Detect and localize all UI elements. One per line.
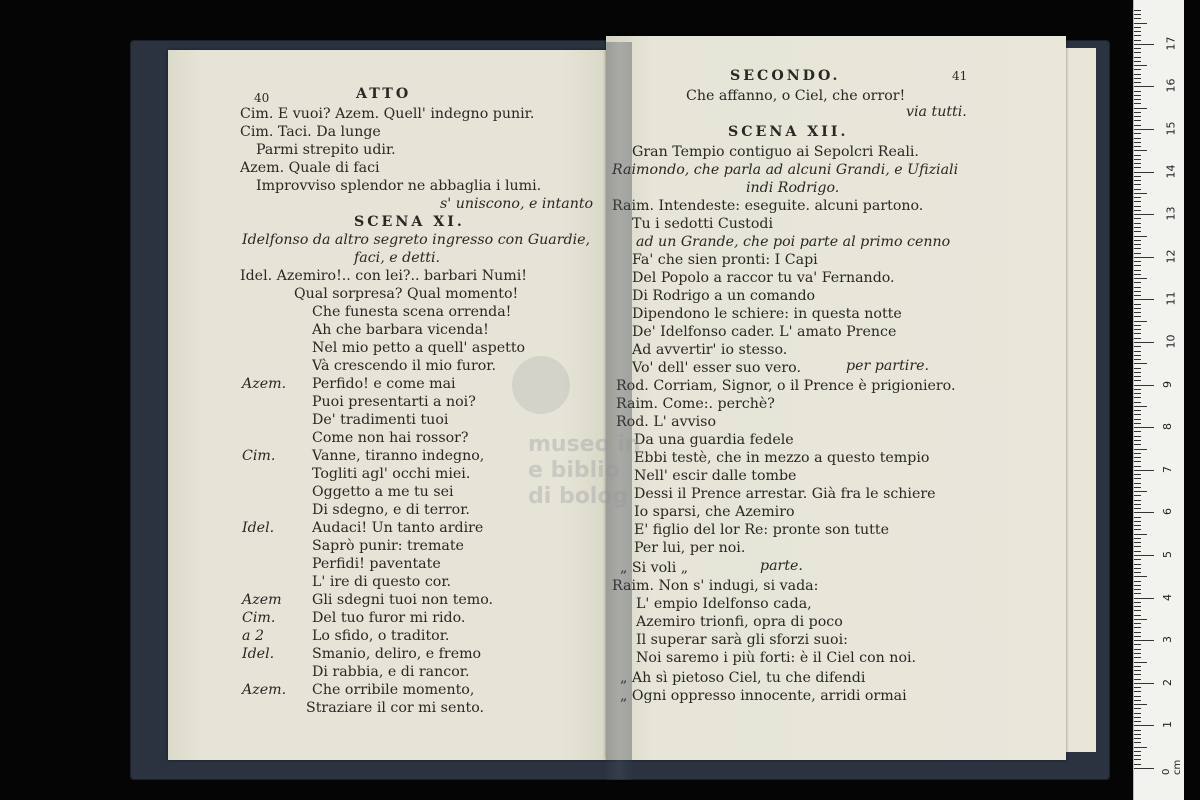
ruler-number: 7 <box>1161 465 1174 473</box>
ruler-number: 12 <box>1164 249 1178 264</box>
ruler-tick <box>1134 129 1154 130</box>
speaker-label: a 2 <box>242 628 264 644</box>
ruler-tick <box>1134 74 1141 75</box>
ruler-tick <box>1134 670 1141 671</box>
ruler-tick <box>1134 576 1147 577</box>
text-line: Fa' che sien pronti: I Capi <box>632 252 818 268</box>
ruler-tick <box>1134 312 1141 313</box>
text-line: Il superar sarà gli sforzi suoi: <box>636 632 848 648</box>
ruler-tick <box>1134 112 1141 113</box>
ruler-tick <box>1134 512 1154 513</box>
ruler-tick <box>1134 487 1141 488</box>
ruler-tick <box>1134 206 1141 207</box>
ruler-tick <box>1134 270 1141 271</box>
ruler-tick <box>1134 474 1141 475</box>
ruler-tick <box>1134 521 1141 522</box>
ruler-tick <box>1134 167 1141 168</box>
ruler-tick <box>1134 593 1141 594</box>
ruler-tick <box>1134 768 1154 769</box>
ruler-number: 17 <box>1164 36 1178 51</box>
ruler-tick <box>1134 116 1141 117</box>
ruler-tick <box>1134 759 1141 760</box>
text-line: Azemiro trionfi, opra di poco <box>636 614 843 630</box>
ruler-tick <box>1134 52 1141 53</box>
ruler-tick <box>1134 133 1141 134</box>
ruler-tick <box>1134 461 1141 462</box>
ruler-tick <box>1134 687 1141 688</box>
ruler-number: 3 <box>1161 636 1174 644</box>
ruler-tick <box>1134 636 1141 637</box>
ruler-tick <box>1134 261 1141 262</box>
text-line: „ Ah sì pietoso Ciel, tu che difendi <box>620 670 866 686</box>
text-line: De' Idelfonso cader. L' amato Prence <box>632 324 897 340</box>
ruler-tick <box>1134 248 1141 249</box>
text-line: De' tradimenti tuoi <box>312 412 449 428</box>
ruler-number: 6 <box>1161 508 1174 516</box>
right-page <box>606 36 1066 760</box>
ruler-tick <box>1134 189 1141 190</box>
text-line: Puoi presentarti a noi? <box>312 394 476 410</box>
watermark-line: museo in <box>528 432 641 457</box>
stage-direction: s' uniscono, e intanto <box>440 196 594 212</box>
ruler-tick <box>1134 380 1141 381</box>
ruler-tick <box>1134 674 1141 675</box>
ruler-tick <box>1134 534 1147 535</box>
text-line: Tu i sedotti Custodi <box>632 216 774 232</box>
text-line: Cim. E vuoi? Azem. Quell' indegno punir. <box>240 106 535 122</box>
text-line: Raim. Non s' indugi, si vada: <box>612 578 819 594</box>
text-line: Che orribile momento, <box>312 682 475 698</box>
ruler-tick <box>1134 138 1141 139</box>
ruler-tick <box>1134 10 1141 11</box>
ruler-tick <box>1134 734 1141 735</box>
ruler-tick <box>1134 500 1141 501</box>
ruler-tick <box>1134 713 1141 714</box>
ruler-tick <box>1134 691 1141 692</box>
text-line: Vo' dell' esser suo vero. <box>632 360 801 376</box>
ruler-tick <box>1134 155 1141 156</box>
ruler-tick <box>1134 653 1141 654</box>
ruler-tick <box>1134 125 1141 126</box>
ruler-tick <box>1134 419 1141 420</box>
ruler-tick <box>1134 95 1141 96</box>
text-line: Dipendono le schiere: in questa notte <box>632 306 902 322</box>
ruler-tick <box>1134 529 1141 530</box>
text-line: Qual sorpresa? Qual momento! <box>294 286 519 302</box>
ruler-tick <box>1134 23 1147 24</box>
page-number: 40 <box>254 91 270 105</box>
ruler-tick <box>1134 589 1141 590</box>
ruler-tick <box>1134 35 1141 36</box>
ruler-number: 15 <box>1164 121 1178 136</box>
ruler-tick <box>1134 657 1141 658</box>
ruler-tick <box>1134 410 1141 411</box>
ruler-tick <box>1134 163 1141 164</box>
ruler-tick <box>1134 329 1141 330</box>
ruler-tick <box>1134 704 1147 705</box>
text-line: Perfidi! paventate <box>312 556 441 572</box>
ruler-number: 4 <box>1161 593 1174 601</box>
ruler-tick <box>1134 517 1141 518</box>
ruler-tick <box>1134 304 1141 305</box>
ruler-tick <box>1134 44 1154 45</box>
ruler-tick <box>1134 483 1141 484</box>
ruler-tick <box>1134 214 1154 215</box>
book-gutter <box>606 42 632 780</box>
ruler-tick <box>1134 99 1141 100</box>
ruler-tick <box>1134 449 1147 450</box>
ruler-tick <box>1134 325 1141 326</box>
ruler-tick <box>1134 742 1141 743</box>
text-line: Togliti agl' occhi miei. <box>312 466 471 482</box>
text-line: Rod. Corriam, Signor, o il Prence è prigioniero. <box>616 378 956 394</box>
text-line: Noi saremo i più forti: è il Ciel con noi. <box>636 650 917 666</box>
ruler-tick <box>1134 86 1154 87</box>
ruler-tick <box>1134 610 1141 611</box>
speaker-label: Idel. <box>242 646 275 662</box>
text-line: Vanne, tiranno indegno, <box>312 448 485 464</box>
ruler-tick <box>1134 751 1141 752</box>
text-line: Di Rodrigo a un comando <box>632 288 816 304</box>
stage-direction: Raimondo, che parla ad alcuni Grandi, e Ufiziali <box>612 162 959 178</box>
running-head: SECONDO. <box>730 68 841 84</box>
running-head: ATTO <box>356 86 412 102</box>
ruler-tick <box>1134 57 1141 58</box>
text-line: Idel. Azemiro!.. con lei?.. barbari Numi! <box>240 268 527 284</box>
ruler-tick <box>1134 223 1141 224</box>
ruler-tick <box>1134 721 1141 722</box>
text-line: Nel mio petto a quell' aspetto <box>312 340 526 356</box>
ruler-tick <box>1134 542 1141 543</box>
ruler-tick <box>1134 402 1141 403</box>
ruler-number: 2 <box>1161 678 1174 686</box>
ruler-tick <box>1134 478 1141 479</box>
ruler-tick <box>1134 282 1141 283</box>
text-line: Straziare il cor mi sento. <box>306 700 485 716</box>
ruler-tick <box>1134 619 1147 620</box>
ruler-tick <box>1134 568 1141 569</box>
ruler-tick <box>1134 14 1141 15</box>
ruler-tick <box>1134 457 1141 458</box>
ruler-tick <box>1134 69 1141 70</box>
ruler-number: 5 <box>1161 551 1174 558</box>
ruler-tick <box>1134 504 1141 505</box>
watermark-line: di bolog <box>528 484 629 509</box>
ruler-tick <box>1134 184 1141 185</box>
ruler-tick <box>1134 218 1141 219</box>
measurement-ruler <box>1133 0 1184 800</box>
ruler-tick <box>1134 103 1141 104</box>
ruler-tick <box>1134 389 1141 390</box>
text-line: Parmi strepito udir. <box>256 142 396 158</box>
ruler-tick <box>1134 700 1141 701</box>
ruler-tick <box>1134 564 1141 565</box>
ruler-tick <box>1134 491 1147 492</box>
ruler-tick <box>1134 257 1154 258</box>
ruler-tick <box>1134 725 1154 726</box>
ruler-tick <box>1134 355 1141 356</box>
speaker-label: Azem. <box>242 376 287 392</box>
ruler-tick <box>1134 346 1141 347</box>
ruler-tick <box>1134 120 1141 121</box>
ruler-tick <box>1134 61 1141 62</box>
ruler-tick <box>1134 606 1141 607</box>
text-line: „ Ogni oppresso innocente, arridi ormai <box>620 688 907 704</box>
text-line: Perfido! e come mai <box>312 376 456 392</box>
scene-heading: SCENA XI. <box>354 214 465 230</box>
ruler-tick <box>1134 316 1141 317</box>
ruler-tick <box>1134 615 1141 616</box>
text-line: Gli sdegni tuoi non temo. <box>312 592 494 608</box>
speaker-label: Idel. <box>242 520 275 536</box>
text-line: Oggetto a me tu sei <box>312 484 454 500</box>
page-number: 41 <box>952 69 968 83</box>
ruler-tick <box>1134 717 1141 718</box>
ruler-tick <box>1134 180 1141 181</box>
ruler-number: 11 <box>1164 291 1178 306</box>
ruler-tick <box>1134 666 1141 667</box>
text-line: Rod. L' avviso <box>616 414 717 430</box>
ruler-number: 13 <box>1164 206 1178 221</box>
ruler-tick <box>1134 623 1141 624</box>
stage-direction: parte. <box>760 558 803 574</box>
ruler-tick <box>1134 146 1141 147</box>
text-line: Dessi il Prence arrestar. Già fra le schiere <box>634 486 936 502</box>
ruler-tick <box>1134 78 1141 79</box>
ruler-tick <box>1134 236 1147 237</box>
ruler-tick <box>1134 444 1141 445</box>
ruler-tick <box>1134 708 1141 709</box>
ruler-tick <box>1134 176 1141 177</box>
ruler-tick <box>1134 470 1154 471</box>
text-line: Nell' escir dalle tombe <box>634 468 797 484</box>
ruler-tick <box>1134 546 1141 547</box>
ruler-number: 1 <box>1161 721 1174 729</box>
ruler-tick <box>1134 551 1141 552</box>
ruler-tick <box>1134 683 1154 684</box>
ruler-tick <box>1134 406 1147 407</box>
ruler-tick <box>1134 40 1141 41</box>
ruler-tick <box>1134 508 1141 509</box>
text-line: L' empio Idelfonso cada, <box>636 596 812 612</box>
ruler-tick <box>1134 747 1147 748</box>
ruler-tick <box>1134 436 1141 437</box>
text-line: Smanio, deliro, e fremo <box>312 646 482 662</box>
ruler-tick <box>1134 274 1141 275</box>
ruler-tick <box>1134 142 1141 143</box>
ruler-tick <box>1134 308 1141 309</box>
text-line: Audaci! Un tanto ardire <box>312 520 484 536</box>
text-line: Da una guardia fedele <box>634 432 794 448</box>
ruler-tick <box>1134 172 1154 173</box>
text-line: Ah che barbara vicenda! <box>312 322 489 338</box>
ruler-tick <box>1134 466 1141 467</box>
ruler-tick <box>1134 662 1147 663</box>
ruler-tick <box>1134 321 1147 322</box>
ruler-tick <box>1134 538 1141 539</box>
text-line: Lo sfido, o traditor. <box>312 628 450 644</box>
ruler-tick <box>1134 649 1141 650</box>
ruler-tick <box>1134 679 1141 680</box>
text-line: Di sdegno, e di terror. <box>312 502 470 518</box>
ruler-tick <box>1134 82 1141 83</box>
ruler-tick <box>1134 440 1141 441</box>
ruler-tick <box>1134 338 1141 339</box>
ruler-tick <box>1134 108 1147 109</box>
text-line: „ Si voli „ <box>620 560 689 576</box>
text-line: L' ire di questo cor. <box>312 574 452 590</box>
ruler-tick <box>1134 265 1141 266</box>
ruler-tick <box>1134 453 1141 454</box>
ruler-number: 16 <box>1164 78 1178 93</box>
ruler-tick <box>1134 201 1141 202</box>
ruler-tick <box>1134 385 1154 386</box>
ruler-tick <box>1134 602 1141 603</box>
ruler-tick <box>1134 291 1141 292</box>
ruler-tick <box>1134 27 1141 28</box>
ruler-tick <box>1134 231 1141 232</box>
ruler-tick <box>1134 397 1141 398</box>
ruler-tick <box>1134 627 1141 628</box>
ruler-tick <box>1134 368 1141 369</box>
stage-direction: per partire. <box>846 358 930 374</box>
stage-direction: Idelfonso da altro segreto ingresso con Guardie, <box>242 232 591 248</box>
ruler-tick <box>1134 193 1147 194</box>
ruler-tick <box>1134 48 1141 49</box>
stage-direction: ad un Grande, che poi parte al primo cenno <box>636 234 951 250</box>
ruler-tick <box>1134 555 1154 556</box>
ruler-tick <box>1134 150 1147 151</box>
ruler-tick <box>1134 372 1141 373</box>
ruler-tick <box>1134 598 1154 599</box>
ruler-tick <box>1134 431 1141 432</box>
ruler-tick <box>1134 423 1141 424</box>
text-line: Gran Tempio contiguo ai Sepolcri Reali. <box>632 144 919 160</box>
ruler-number: 10 <box>1164 334 1178 349</box>
speaker-label: Azem <box>242 592 282 608</box>
ruler-tick <box>1134 525 1141 526</box>
speaker-label: Cim. <box>242 610 276 626</box>
ruler-tick <box>1134 18 1141 19</box>
ruler-tick <box>1134 585 1141 586</box>
text-line: Io sparsi, che Azemiro <box>634 504 795 520</box>
ruler-number: 9 <box>1161 380 1174 388</box>
watermark-logo-icon <box>512 356 570 414</box>
ruler-tick <box>1134 333 1141 334</box>
text-line: Del Popolo a raccor tu va' Fernando. <box>632 270 895 286</box>
ruler-tick <box>1134 295 1141 296</box>
text-line: Raim. Come:. perchè? <box>616 396 775 412</box>
ruler-tick <box>1134 197 1141 198</box>
ruler-tick <box>1134 764 1141 765</box>
text-line: Come non hai rossor? <box>312 430 469 446</box>
ruler-tick <box>1134 632 1141 633</box>
ruler-tick <box>1134 738 1141 739</box>
ruler-tick <box>1134 730 1141 731</box>
stage-direction: via tutti. <box>906 104 967 120</box>
speaker-label: Azem. <box>242 682 287 698</box>
text-line: Ebbi testè, che in mezzo a questo tempio <box>634 450 930 466</box>
text-line: Per lui, per noi. <box>634 540 746 556</box>
ruler-tick <box>1134 427 1154 428</box>
ruler-tick <box>1134 640 1154 641</box>
text-line: Ad avvertir' io stesso. <box>632 342 788 358</box>
text-line: Raim. Intendeste: eseguite. alcuni partono. <box>612 198 924 214</box>
ruler-tick <box>1134 227 1141 228</box>
ruler-tick <box>1134 696 1141 697</box>
ruler-tick <box>1134 755 1141 756</box>
ruler-tick <box>1134 210 1141 211</box>
ruler-tick <box>1134 495 1141 496</box>
watermark-line: e biblio <box>528 458 620 483</box>
text-line: Di rabbia, e di rancor. <box>312 664 470 680</box>
ruler-tick <box>1134 278 1147 279</box>
text-line: Saprò punir: tremate <box>312 538 464 554</box>
text-line: E' figlio del lor Re: pronte son tutte <box>634 522 889 538</box>
ruler-tick <box>1134 376 1141 377</box>
text-line: Che funesta scena orrenda! <box>312 304 512 320</box>
ruler-tick <box>1134 287 1141 288</box>
ruler-tick <box>1134 559 1141 560</box>
text-line: Cim. Taci. Da lunge <box>240 124 381 140</box>
ruler-tick <box>1134 299 1154 300</box>
ruler-tick <box>1134 393 1141 394</box>
text-line: Improvviso splendor ne abbaglia i lumi. <box>256 178 542 194</box>
ruler-tick <box>1134 359 1141 360</box>
stage-direction: indi Rodrigo. <box>746 180 840 196</box>
ruler-tick <box>1134 572 1141 573</box>
ruler-number: 14 <box>1164 164 1178 179</box>
ruler-tick <box>1134 644 1141 645</box>
ruler-tick <box>1134 351 1141 352</box>
ruler-tick <box>1134 581 1141 582</box>
text-line: Del tuo furor mi rido. <box>312 610 466 626</box>
watermark <box>528 432 641 510</box>
ruler-tick <box>1134 253 1141 254</box>
ruler-unit: 0 cm <box>1161 759 1183 775</box>
ruler-tick <box>1134 363 1147 364</box>
ruler-tick <box>1134 31 1141 32</box>
ruler-tick <box>1134 91 1141 92</box>
ruler-tick <box>1134 159 1141 160</box>
scene-heading: SCENA XII. <box>728 124 849 140</box>
text-line: Azem. Quale di faci <box>240 160 380 176</box>
speaker-label: Cim. <box>242 448 276 464</box>
ruler-number: 8 <box>1161 423 1174 431</box>
ruler-tick <box>1134 240 1141 241</box>
stage-direction: faci, e detti. <box>354 250 441 266</box>
text-line: Che affanno, o Ciel, che orror! <box>686 88 906 104</box>
ruler-tick <box>1134 342 1154 343</box>
ruler-tick <box>1134 244 1141 245</box>
ruler-tick <box>1134 65 1147 66</box>
text-line: Và crescendo il mio furor. <box>312 358 496 374</box>
ruler-tick <box>1134 414 1141 415</box>
